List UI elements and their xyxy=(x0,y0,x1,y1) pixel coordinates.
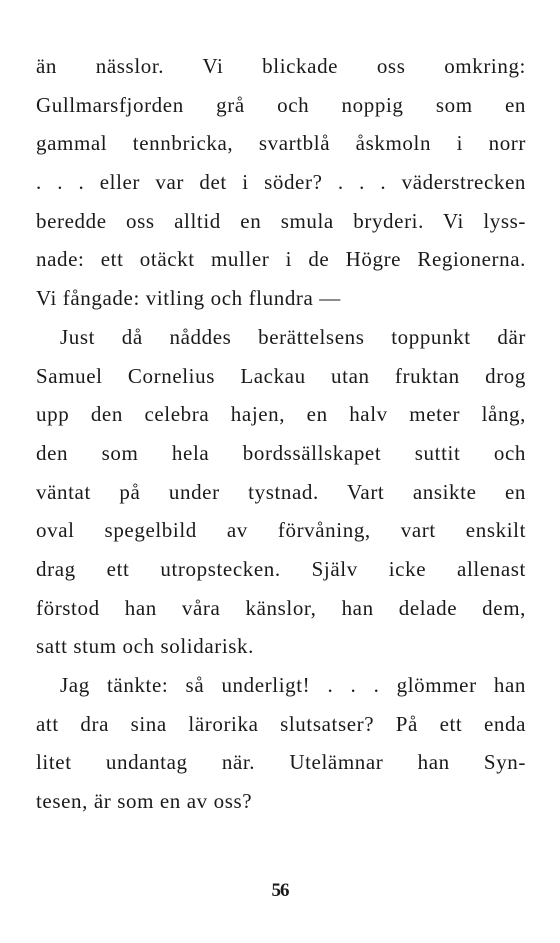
text-line: drag ett utropstecken. Själv icke allenast xyxy=(36,556,526,581)
page-number: 56 xyxy=(271,880,289,901)
text-line: Gullmarsfjorden grå och noppig som en xyxy=(36,92,526,117)
text-line: tesen, är som en av oss? xyxy=(36,789,253,814)
paragraph xyxy=(36,318,526,666)
text-line: väntat på under tystnad. Vart ansikte en xyxy=(36,479,526,504)
text-line: Vi fångade: vitling och flundra — xyxy=(36,286,341,311)
paragraph xyxy=(36,47,526,318)
text-line: att dra sina lärorika slutsatser? På ett enda xyxy=(36,711,526,736)
text-line: nade: ett otäckt muller i de Högre Regionerna. xyxy=(36,247,526,272)
text-line: den som hela bordssällskapet suttit och xyxy=(36,440,526,465)
text-line: förstod han våra känslor, han delade dem, xyxy=(36,595,526,620)
text-line: upp den celebra hajen, en halv meter lång, xyxy=(36,402,526,427)
text-line: Samuel Cornelius Lackau utan fruktan drog xyxy=(36,363,526,388)
text-line: beredde oss alltid en smula bryderi. Vi lyss- xyxy=(36,208,526,233)
text-line: Jag tänkte: så underligt! . . . glömmer han xyxy=(60,673,526,697)
text-line: . . . eller var det i söder? . . . väderstrecken xyxy=(36,170,526,195)
text-line: gammal tennbricka, svartblå åskmoln i norr xyxy=(36,131,526,156)
paragraph xyxy=(36,666,526,821)
text-line: satt stum och solidarisk. xyxy=(36,634,254,659)
text-line: litet undantag när. Utelämnar han Syn- xyxy=(36,750,526,775)
body-text xyxy=(36,47,526,821)
text-line: oval spegelbild av förvåning, vart enskilt xyxy=(36,518,526,543)
text-line: än nässlor. Vi blickade oss omkring: xyxy=(36,54,526,78)
text-line: Just då nåddes berättelsens toppunkt där xyxy=(60,324,526,349)
